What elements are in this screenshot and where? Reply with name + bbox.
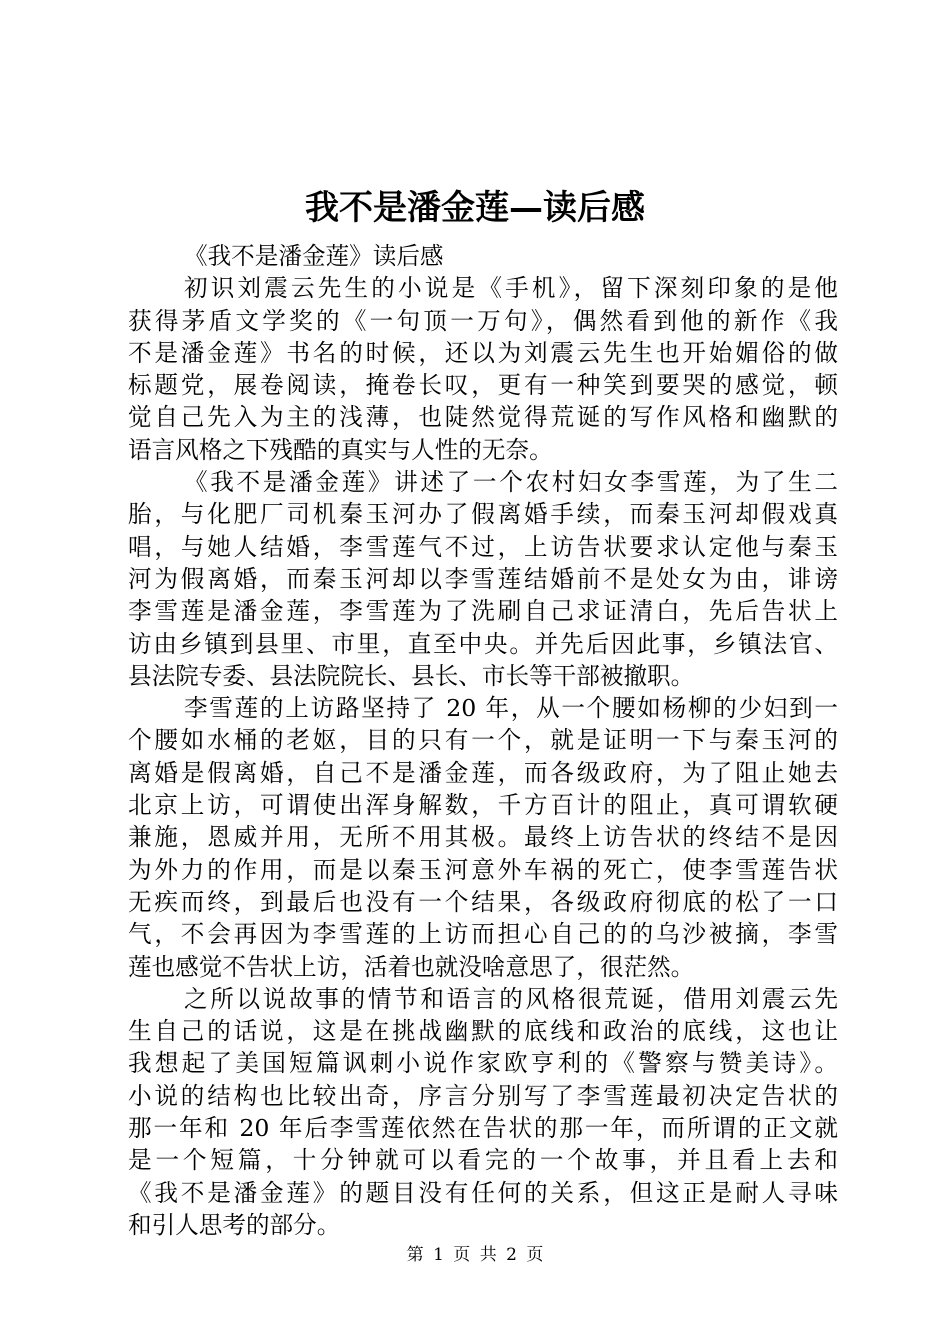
text-line: 《我不是潘金莲》讲述了一个农村妇女李雪莲，为了生二 [184,468,838,497]
text-line: 小说的结构也比较出奇，序言分别写了李雪莲最初决定告状的 [128,1081,838,1110]
text-line: 初识刘震云先生的小说是《手机》，留下深刻印象的是他 [184,274,838,303]
text-line: 气，不会再因为李雪莲的上访而担心自己的的乌沙被摘，李雪 [128,920,838,949]
text-line: 标题党，展卷阅读，掩卷长叹，更有一种笑到要哭的感觉，顿 [128,371,838,400]
text-line: 唱，与她人结婚，李雪莲气不过，上访告状要求认定他与秦玉 [128,532,838,561]
text-line: 北京上访，可谓使出浑身解数，千方百计的阻止，真可谓软硬 [128,791,838,820]
text-line: 《我不是潘金莲》的题目没有任何的关系，但这正是耐人寻味 [128,1178,838,1207]
text-line: 和引人思考的部分。 [128,1210,341,1239]
page-footer: 第 1 页 共 2 页 [406,1245,544,1265]
text-line: 获得茅盾文学奖的《一句顶一万句》，偶然看到他的新作《我 [128,306,838,335]
text-line: 胎，与化肥厂司机秦玉河办了假离婚手续，而秦玉河却假戏真 [128,500,838,529]
text-line: 为外力的作用，而是以秦玉河意外车祸的死亡，使李雪莲告状 [128,855,838,884]
text-line: 不是潘金莲》书名的时候，还以为刘震云先生也开始媚俗的做 [128,338,838,367]
text-line: 李雪莲是潘金莲，李雪莲为了洗刷自己求证清白，先后告状上 [128,597,838,626]
text-line: 语言风格之下残酷的真实与人性的无奈。 [128,435,553,464]
text-line: 莲也感觉不告状上访，活着也就没啥意思了，很茫然。 [128,952,695,981]
text-line: 离婚是假离婚，自己不是潘金莲，而各级政府，为了阻止她去 [128,758,838,787]
text-line: 生自己的话说，这是在挑战幽默的底线和政治的底线，这也让 [128,1017,838,1046]
text-line: 个腰如水桶的老妪，目的只有一个，就是证明一下与秦玉河的 [128,726,838,755]
text-line: 县法院专委、县法院院长、县长、市长等干部被撤职。 [128,661,695,690]
text-line: 访由乡镇到县里、市里，直至中央。并先后因此事，乡镇法官、 [128,629,838,658]
text-line: 河为假离婚，而秦玉河却以李雪莲结婚前不是处女为由，诽谤 [128,564,838,593]
document-title: 我不是潘金莲—读后感 [305,188,645,228]
text-line: 之所以说故事的情节和语言的风格很荒诞，借用刘震云先 [184,984,838,1013]
document-body [128,240,838,1241]
text-line: 我想起了美国短篇讽刺小说作家欧亨利的《警察与赞美诗》。 [128,1049,838,1078]
text-line: 无疾而终，到最后也没有一个结果，各级政府彻底的松了一口 [128,887,838,916]
text-line: 是一个短篇，十分钟就可以看完的一个故事，并且看上去和 [128,1146,838,1175]
text-line: 《我不是潘金莲》读后感 [184,242,444,270]
text-line: 李雪莲的上访路坚持了 20 年，从一个腰如杨柳的少妇到一 [184,694,838,723]
text-line: 兼施，恩威并用，无所不用其极。最终上访告状的终结不是因 [128,823,838,852]
text-line: 那一年和 20 年后李雪莲依然在告状的那一年，而所谓的正文就 [128,1114,838,1143]
text-line: 觉自己先入为主的浅薄，也陡然觉得荒诞的写作风格和幽默的 [128,403,838,432]
